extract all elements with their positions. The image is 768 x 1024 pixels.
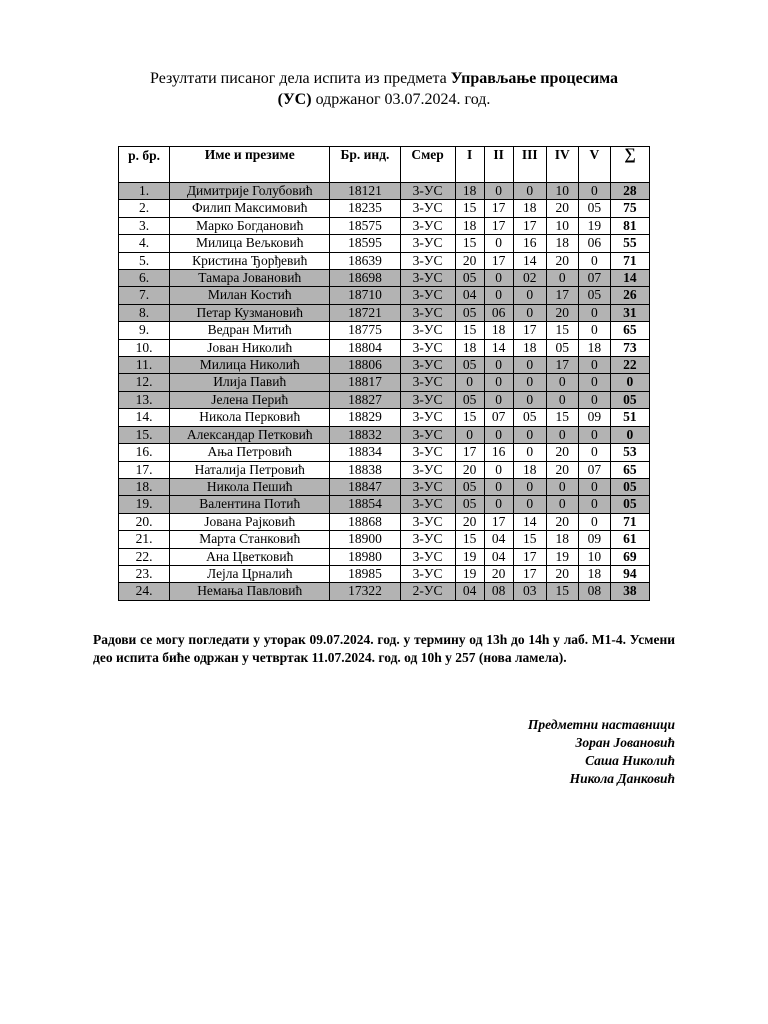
index-number: 18834 (330, 444, 400, 461)
task-5-score: 09 (578, 531, 610, 548)
table-row (119, 548, 650, 565)
task-2-score: 0 (484, 270, 513, 287)
table-row (119, 374, 650, 391)
index-number: 18827 (330, 391, 400, 408)
signature-name: Никола Данковић (569, 771, 675, 786)
total-score: 22 (610, 357, 649, 374)
total-score: 05 (610, 478, 649, 495)
student-name: Ведран Митић (170, 322, 330, 339)
task-2-score: 14 (484, 339, 513, 356)
table-row (119, 461, 650, 478)
signature-heading: Предметни наставници (527, 717, 675, 732)
task-1-score: 05 (455, 478, 484, 495)
row-number: 7. (119, 287, 170, 304)
index-number: 18575 (330, 217, 400, 234)
index-number: 18721 (330, 304, 400, 321)
table-row (119, 531, 650, 548)
total-score: 14 (610, 270, 649, 287)
total-score: 81 (610, 217, 649, 234)
task-3-score: 0 (513, 304, 546, 321)
student-name: Никола Перковић (170, 409, 330, 426)
task-3-score: 17 (513, 548, 546, 565)
task-4-score: 15 (546, 409, 578, 426)
task-4-score: 19 (546, 548, 578, 565)
total-score: 0 (610, 374, 649, 391)
index-number: 18595 (330, 235, 400, 252)
exam-note: Радови се могу погледати у уторак 09.07.2024. год. у термину од 13h до 14h у лаб. М1-4. Усмени део испита биће одржан у четвртак 11.07.2024. год. од 10h у 257 (нова ламела). (93, 632, 675, 665)
index-number: 18847 (330, 478, 400, 495)
student-name: Милан Костић (170, 287, 330, 304)
table-row (119, 235, 650, 252)
table-row (119, 339, 650, 356)
study-track: 3-УС (400, 391, 455, 408)
col-header-task-1: I (455, 147, 484, 183)
total-score: 53 (610, 444, 649, 461)
task-3-score: 0 (513, 287, 546, 304)
study-track: 3-УС (400, 444, 455, 461)
total-score: 28 (610, 183, 649, 200)
table-row (119, 183, 650, 200)
task-1-score: 15 (455, 531, 484, 548)
study-track: 3-УС (400, 322, 455, 339)
task-3-score: 17 (513, 322, 546, 339)
task-4-score: 0 (546, 478, 578, 495)
table-row (119, 513, 650, 530)
task-3-score: 14 (513, 513, 546, 530)
task-2-score: 17 (484, 217, 513, 234)
task-5-score: 05 (578, 200, 610, 217)
student-name: Јован Николић (170, 339, 330, 356)
row-number: 12. (119, 374, 170, 391)
study-track: 3-УС (400, 304, 455, 321)
col-header-name: Име и презиме (170, 147, 330, 183)
index-number: 18854 (330, 496, 400, 513)
task-4-score: 10 (546, 217, 578, 234)
total-score: 0 (610, 426, 649, 443)
row-number: 15. (119, 426, 170, 443)
total-score: 26 (610, 287, 649, 304)
task-4-score: 20 (546, 565, 578, 582)
study-track: 3-УС (400, 548, 455, 565)
study-track: 3-УС (400, 217, 455, 234)
task-2-score: 0 (484, 391, 513, 408)
index-number: 18235 (330, 200, 400, 217)
study-track: 3-УС (400, 235, 455, 252)
index-number: 18980 (330, 548, 400, 565)
task-1-score: 18 (455, 217, 484, 234)
task-1-score: 20 (455, 461, 484, 478)
total-score: 75 (610, 200, 649, 217)
course-code: (УС) (277, 91, 312, 108)
table-row (119, 287, 650, 304)
task-5-score: 0 (578, 183, 610, 200)
task-1-score: 15 (455, 322, 484, 339)
table-row (119, 444, 650, 461)
student-name: Димитрије Голубовић (170, 183, 330, 200)
table-row (119, 409, 650, 426)
student-name: Кристина Ђорђевић (170, 252, 330, 269)
task-1-score: 15 (455, 235, 484, 252)
row-number: 9. (119, 322, 170, 339)
task-2-score: 07 (484, 409, 513, 426)
task-2-score: 0 (484, 374, 513, 391)
task-3-score: 0 (513, 183, 546, 200)
task-3-score: 02 (513, 270, 546, 287)
study-track: 3-УС (400, 200, 455, 217)
row-number: 4. (119, 235, 170, 252)
task-2-score: 08 (484, 583, 513, 600)
task-5-score: 18 (578, 565, 610, 582)
task-1-score: 0 (455, 426, 484, 443)
task-1-score: 05 (455, 496, 484, 513)
study-track: 2-УС (400, 583, 455, 600)
task-5-score: 08 (578, 583, 610, 600)
student-name: Марко Богдановић (170, 217, 330, 234)
student-name: Милица Вељковић (170, 235, 330, 252)
row-number: 18. (119, 478, 170, 495)
task-4-score: 20 (546, 461, 578, 478)
index-number: 18775 (330, 322, 400, 339)
student-name: Наталија Петровић (170, 461, 330, 478)
row-number: 24. (119, 583, 170, 600)
task-4-score: 20 (546, 304, 578, 321)
index-number: 18838 (330, 461, 400, 478)
task-1-score: 05 (455, 304, 484, 321)
col-header-track: Смер (400, 147, 455, 183)
student-name: Марта Станковић (170, 531, 330, 548)
table-row (119, 565, 650, 582)
student-name: Немања Павловић (170, 583, 330, 600)
table-header-row (119, 147, 650, 183)
study-track: 3-УС (400, 478, 455, 495)
study-track: 3-УС (400, 339, 455, 356)
student-name: Лејла Црналић (170, 565, 330, 582)
total-score: 05 (610, 496, 649, 513)
task-4-score: 15 (546, 583, 578, 600)
index-number: 18710 (330, 287, 400, 304)
row-number: 8. (119, 304, 170, 321)
task-3-score: 15 (513, 531, 546, 548)
table-row (119, 200, 650, 217)
task-1-score: 18 (455, 183, 484, 200)
study-track: 3-УС (400, 252, 455, 269)
total-score: 31 (610, 304, 649, 321)
task-5-score: 18 (578, 339, 610, 356)
col-header-sum: ∑ (610, 147, 649, 183)
table-row (119, 496, 650, 513)
task-2-score: 0 (484, 287, 513, 304)
task-2-score: 0 (484, 426, 513, 443)
student-name: Ања Петровић (170, 444, 330, 461)
table-row (119, 217, 650, 234)
task-3-score: 0 (513, 426, 546, 443)
task-5-score: 0 (578, 252, 610, 269)
task-4-score: 0 (546, 426, 578, 443)
col-header-index: Бр. инд. (330, 147, 400, 183)
task-1-score: 05 (455, 357, 484, 374)
task-2-score: 04 (484, 531, 513, 548)
task-1-score: 04 (455, 583, 484, 600)
col-header-task-4: IV (546, 147, 578, 183)
student-name: Илија Павић (170, 374, 330, 391)
task-4-score: 15 (546, 322, 578, 339)
task-5-score: 0 (578, 496, 610, 513)
total-score: 61 (610, 531, 649, 548)
col-header-task-2: II (484, 147, 513, 183)
task-5-score: 0 (578, 444, 610, 461)
study-track: 3-УС (400, 496, 455, 513)
total-score: 05 (610, 391, 649, 408)
row-number: 16. (119, 444, 170, 461)
student-name: Никола Пешић (170, 478, 330, 495)
study-track: 3-УС (400, 357, 455, 374)
total-score: 69 (610, 548, 649, 565)
task-4-score: 0 (546, 496, 578, 513)
study-track: 3-УС (400, 426, 455, 443)
task-2-score: 0 (484, 183, 513, 200)
task-4-score: 20 (546, 200, 578, 217)
task-3-score: 05 (513, 409, 546, 426)
row-number: 14. (119, 409, 170, 426)
task-3-score: 18 (513, 339, 546, 356)
task-5-score: 09 (578, 409, 610, 426)
task-5-score: 0 (578, 357, 610, 374)
study-track: 3-УС (400, 513, 455, 530)
task-4-score: 17 (546, 357, 578, 374)
row-number: 22. (119, 548, 170, 565)
task-1-score: 17 (455, 444, 484, 461)
task-1-score: 18 (455, 339, 484, 356)
student-name: Јелена Перић (170, 391, 330, 408)
task-2-score: 18 (484, 322, 513, 339)
task-2-score: 04 (484, 548, 513, 565)
task-5-score: 0 (578, 322, 610, 339)
task-4-score: 0 (546, 270, 578, 287)
study-track: 3-УС (400, 461, 455, 478)
total-score: 65 (610, 461, 649, 478)
index-number: 18985 (330, 565, 400, 582)
task-3-score: 0 (513, 357, 546, 374)
task-4-score: 10 (546, 183, 578, 200)
task-2-score: 17 (484, 200, 513, 217)
index-number: 18829 (330, 409, 400, 426)
study-track: 3-УС (400, 531, 455, 548)
task-5-score: 0 (578, 391, 610, 408)
index-number: 18698 (330, 270, 400, 287)
student-name: Филип Максимовић (170, 200, 330, 217)
table-row (119, 270, 650, 287)
task-1-score: 0 (455, 374, 484, 391)
task-4-score: 05 (546, 339, 578, 356)
task-5-score: 10 (578, 548, 610, 565)
row-number: 21. (119, 531, 170, 548)
total-score: 65 (610, 322, 649, 339)
task-2-score: 0 (484, 461, 513, 478)
course-name: Управљање процесима (450, 70, 618, 87)
row-number: 2. (119, 200, 170, 217)
task-5-score: 0 (578, 426, 610, 443)
index-number: 18804 (330, 339, 400, 356)
table-row (119, 252, 650, 269)
col-header-no: р. бр. (119, 147, 170, 183)
task-3-score: 17 (513, 565, 546, 582)
title-prefix: Резултати писаног дела испита из предмета (150, 70, 451, 87)
index-number: 18817 (330, 374, 400, 391)
index-number: 18868 (330, 513, 400, 530)
col-header-task-5: V (578, 147, 610, 183)
task-5-score: 05 (578, 287, 610, 304)
table-row (119, 583, 650, 600)
total-score: 55 (610, 235, 649, 252)
row-number: 13. (119, 391, 170, 408)
study-track: 3-УС (400, 409, 455, 426)
index-number: 18832 (330, 426, 400, 443)
total-score: 94 (610, 565, 649, 582)
study-track: 3-УС (400, 374, 455, 391)
task-1-score: 19 (455, 565, 484, 582)
task-1-score: 04 (455, 287, 484, 304)
title-suffix: одржаног 03.07.2024. год. (311, 91, 491, 108)
task-4-score: 17 (546, 287, 578, 304)
task-2-score: 0 (484, 496, 513, 513)
student-name: Милица Николић (170, 357, 330, 374)
study-track: 3-УС (400, 270, 455, 287)
task-1-score: 15 (455, 200, 484, 217)
index-number: 18900 (330, 531, 400, 548)
task-3-score: 0 (513, 444, 546, 461)
task-2-score: 16 (484, 444, 513, 461)
task-2-score: 0 (484, 478, 513, 495)
task-5-score: 0 (578, 304, 610, 321)
task-3-score: 03 (513, 583, 546, 600)
row-number: 17. (119, 461, 170, 478)
task-5-score: 19 (578, 217, 610, 234)
task-5-score: 07 (578, 270, 610, 287)
row-number: 23. (119, 565, 170, 582)
task-5-score: 07 (578, 461, 610, 478)
index-number: 18806 (330, 357, 400, 374)
row-number: 19. (119, 496, 170, 513)
results-table-body (119, 183, 650, 601)
table-row (119, 304, 650, 321)
task-3-score: 16 (513, 235, 546, 252)
task-5-score: 0 (578, 374, 610, 391)
table-row (119, 478, 650, 495)
task-4-score: 20 (546, 444, 578, 461)
index-number: 18121 (330, 183, 400, 200)
index-number: 18639 (330, 252, 400, 269)
student-name: Ана Цветковић (170, 548, 330, 565)
task-3-score: 14 (513, 252, 546, 269)
task-3-score: 17 (513, 217, 546, 234)
task-4-score: 20 (546, 513, 578, 530)
row-number: 10. (119, 339, 170, 356)
student-name: Јована Рајковић (170, 513, 330, 530)
task-2-score: 20 (484, 565, 513, 582)
task-1-score: 05 (455, 270, 484, 287)
index-number: 17322 (330, 583, 400, 600)
table-row (119, 322, 650, 339)
task-3-score: 0 (513, 374, 546, 391)
task-4-score: 20 (546, 252, 578, 269)
signature-name: Саша Николић (585, 753, 675, 768)
row-number: 1. (119, 183, 170, 200)
task-4-score: 0 (546, 391, 578, 408)
task-1-score: 20 (455, 513, 484, 530)
row-number: 6. (119, 270, 170, 287)
task-3-score: 0 (513, 391, 546, 408)
task-2-score: 17 (484, 513, 513, 530)
student-name: Валентина Потић (170, 496, 330, 513)
task-2-score: 0 (484, 357, 513, 374)
table-row (119, 426, 650, 443)
signature-name: Зоран Јовановић (575, 735, 675, 750)
total-score: 71 (610, 252, 649, 269)
task-3-score: 0 (513, 478, 546, 495)
results-table (118, 146, 650, 601)
task-1-score: 05 (455, 391, 484, 408)
task-4-score: 0 (546, 374, 578, 391)
task-2-score: 06 (484, 304, 513, 321)
study-track: 3-УС (400, 287, 455, 304)
document-title (96, 68, 672, 110)
task-2-score: 17 (484, 252, 513, 269)
row-number: 20. (119, 513, 170, 530)
table-row (119, 357, 650, 374)
table-row (119, 391, 650, 408)
total-score: 38 (610, 583, 649, 600)
task-4-score: 18 (546, 235, 578, 252)
total-score: 73 (610, 339, 649, 356)
row-number: 11. (119, 357, 170, 374)
task-3-score: 18 (513, 200, 546, 217)
col-header-task-3: III (513, 147, 546, 183)
task-1-score: 19 (455, 548, 484, 565)
task-2-score: 0 (484, 235, 513, 252)
total-score: 71 (610, 513, 649, 530)
task-5-score: 06 (578, 235, 610, 252)
study-track: 3-УС (400, 183, 455, 200)
student-name: Тамара Јовановић (170, 270, 330, 287)
study-track: 3-УС (400, 565, 455, 582)
task-3-score: 18 (513, 461, 546, 478)
row-number: 5. (119, 252, 170, 269)
task-3-score: 0 (513, 496, 546, 513)
task-1-score: 20 (455, 252, 484, 269)
task-4-score: 18 (546, 531, 578, 548)
signature-block (375, 716, 675, 788)
row-number: 3. (119, 217, 170, 234)
student-name: Александар Петковић (170, 426, 330, 443)
student-name: Петар Кузмановић (170, 304, 330, 321)
task-5-score: 0 (578, 513, 610, 530)
total-score: 51 (610, 409, 649, 426)
task-5-score: 0 (578, 478, 610, 495)
task-1-score: 15 (455, 409, 484, 426)
